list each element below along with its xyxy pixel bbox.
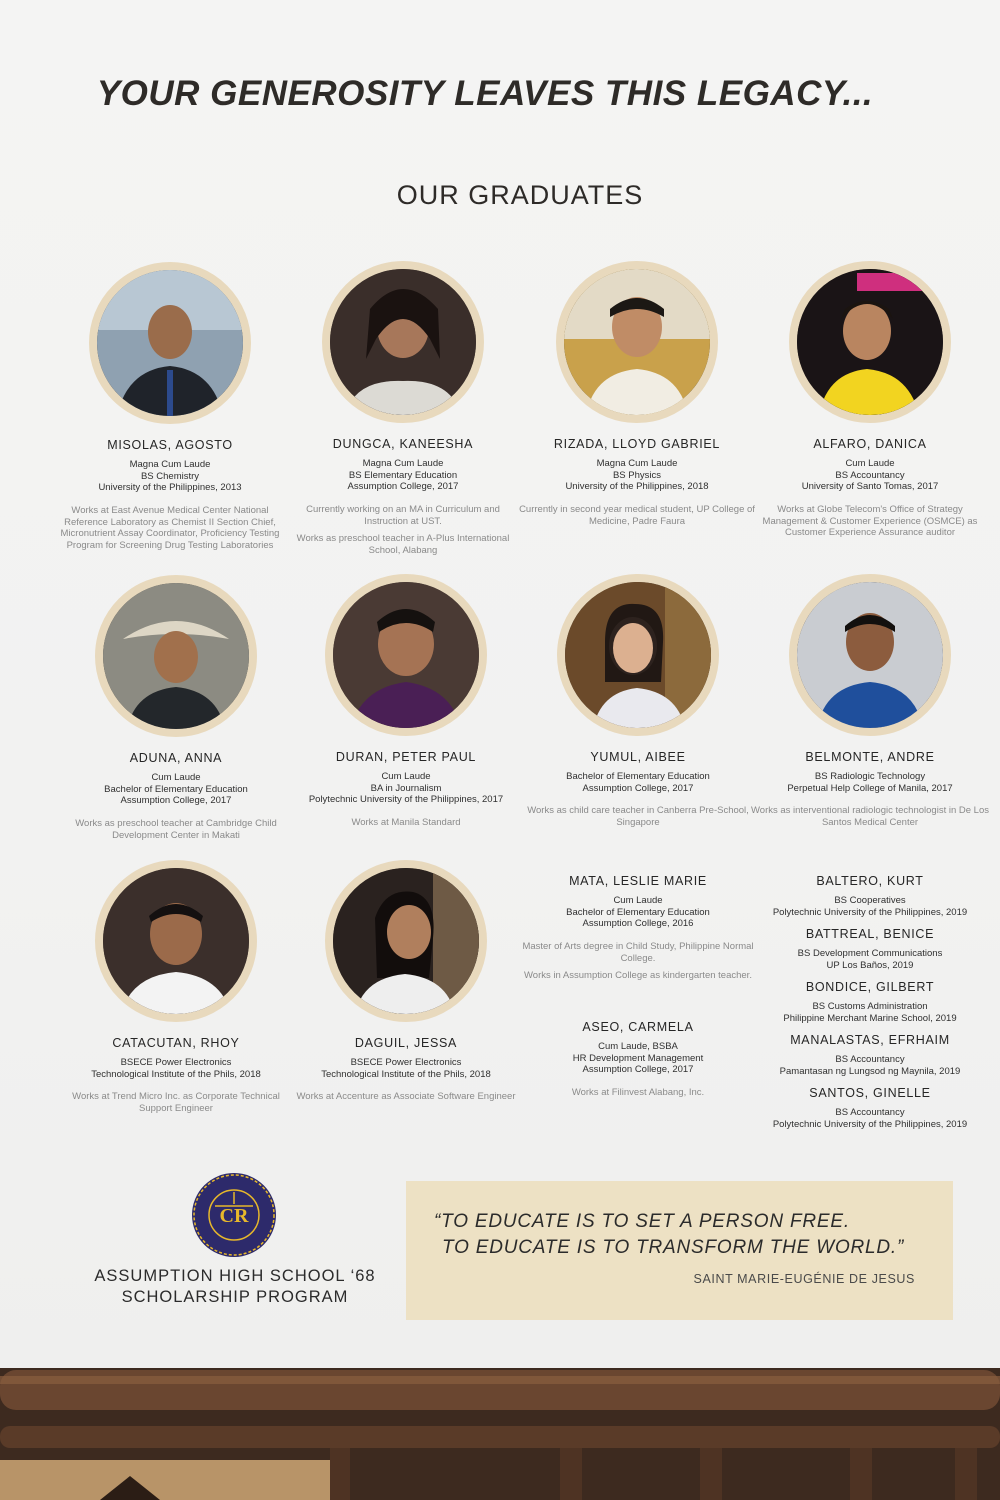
graduate-name: MANALASTAS, EFRHAIM	[790, 1033, 950, 1047]
graduate-degree: BS Elementary Education	[348, 469, 458, 481]
graduate-school: Philippine Merchant Marine School, 2019	[783, 1012, 957, 1024]
graduate-name: ALFARO, DANICA	[813, 437, 927, 451]
graduate-name: BALTERO, KURT	[816, 874, 924, 888]
graduate-honor: Cum Laude	[381, 771, 431, 783]
graduate-photo	[95, 575, 257, 737]
graduate-card	[283, 261, 523, 556]
graduate-school: University of the Philippines, 2013	[98, 482, 242, 494]
graduate-name: DURAN, PETER PAUL	[335, 750, 477, 764]
graduate-degree: Bachelor of Elementary Education	[566, 771, 710, 783]
graduate-school: University of the Philippines, 2018	[565, 481, 709, 493]
graduate-card	[286, 574, 526, 829]
graduate-name: RIZADA, LLOYD GABRIEL	[553, 437, 721, 451]
graduate-work: Currently working on an MA in Curriculum and Instruction at UST.	[306, 503, 500, 527]
graduate-degree: BS Chemistry	[140, 470, 200, 482]
program-title	[70, 1266, 400, 1309]
graduate-degree: BSECE Power Electronics	[350, 1057, 462, 1069]
graduate-card	[745, 980, 995, 1024]
graduate-work: Works at Accenture as Associate Software Engineer	[296, 1091, 516, 1103]
graduate-school: Assumption College, 2017	[582, 1064, 694, 1076]
headline: YOUR GENEROSITY LEAVES THIS LEGACY...	[96, 74, 874, 113]
graduate-work: Master of Arts degree in Child Study, Philippine Normal College.	[522, 940, 754, 964]
graduate-school: Polytechnic University of the Philippines, 2019	[772, 906, 968, 918]
graduate-photo	[556, 261, 718, 423]
graduate-school: Pamantasan ng Lungsod ng Maynila, 2019	[779, 1065, 961, 1077]
graduate-degree: BS Cooperatives	[834, 895, 906, 907]
graduate-degree: BS Customs Administration	[812, 1001, 928, 1013]
graduate-name: YUMUL, AIBEE	[590, 750, 686, 764]
graduate-school: University of Santo Tomas, 2017	[801, 481, 939, 493]
program-title-line1: ASSUMPTION HIGH SCHOOL ‘68	[94, 1267, 376, 1285]
graduate-degree: Bachelor of Elementary Education	[104, 783, 248, 795]
graduate-work: Works at Trend Micro Inc. as Corporate Technical Support Engineer	[72, 1091, 280, 1114]
graduate-work: Works at Filinvest Alabang, Inc.	[571, 1086, 705, 1098]
graduate-school: Perpetual Help College of Manila, 2017	[787, 782, 953, 794]
section-title: OUR GRADUATES	[396, 180, 644, 210]
graduate-photo	[322, 261, 484, 423]
graduate-school: UP Los Baños, 2019	[826, 959, 914, 971]
bamboo-stand	[0, 1368, 1000, 1500]
graduate-card	[517, 261, 757, 527]
graduate-card	[286, 860, 526, 1103]
graduate-honor: Cum Laude	[845, 458, 895, 470]
graduate-name: CATACUTAN, RHOY	[112, 1036, 240, 1050]
graduate-honor: Cum Laude	[613, 895, 663, 907]
graduate-school: Assumption College, 2016	[582, 918, 694, 930]
graduate-name: SANTOS, GINELLE	[809, 1086, 931, 1100]
graduate-card	[518, 874, 758, 982]
graduate-photo	[789, 574, 951, 736]
graduate-work: Works at Manila Standard	[351, 816, 461, 828]
graduate-name: BATTREAL, BENICE	[805, 927, 935, 941]
graduate-school: Assumption College, 2017	[120, 795, 232, 807]
graduate-card	[750, 574, 990, 829]
svg-text:CR: CR	[219, 1205, 249, 1227]
graduate-name: ADUNA, ANNA	[129, 751, 223, 765]
graduate-school: Assumption College, 2017	[582, 782, 694, 794]
graduate-card	[745, 1033, 995, 1077]
graduate-degree: BS Accountancy	[835, 469, 905, 481]
graduate-degree: BA in Journalism	[370, 782, 442, 794]
graduate-photo	[789, 261, 951, 423]
graduate-name: BONDICE, GILBERT	[805, 980, 935, 994]
graduate-card	[745, 874, 995, 918]
graduate-photo	[89, 262, 251, 424]
graduate-degree: BS Radiologic Technology	[814, 771, 926, 783]
graduate-name: ASEO, CARMELA	[582, 1020, 694, 1034]
graduate-degree: Bachelor of Elementary Education	[566, 906, 710, 918]
graduate-photo	[325, 574, 487, 736]
graduate-card	[745, 927, 995, 971]
graduate-degree: HR Development Management	[572, 1052, 704, 1064]
graduate-degree: BS Development Communications	[797, 948, 943, 960]
quote-author: SAINT MARIE-EUGÉNIE DE JESUS	[693, 1272, 915, 1286]
graduate-school: Assumption College, 2017	[347, 481, 459, 493]
graduate-card	[50, 262, 290, 551]
graduate-name: MISOLAS, AGOSTO	[107, 438, 233, 452]
school-seal-logo	[191, 1172, 277, 1258]
graduate-photo	[557, 574, 719, 736]
graduate-card	[518, 574, 758, 829]
graduate-photo	[95, 860, 257, 1022]
graduate-name: MATA, LESLIE MARIE	[569, 874, 707, 888]
graduate-school: Polytechnic University of the Philippines, 2017	[308, 794, 504, 806]
graduate-honor: Magna Cum Laude	[362, 458, 444, 470]
graduate-degree: BS Accountancy	[835, 1054, 905, 1066]
graduate-name: DUNGCA, KANEESHA	[332, 437, 474, 451]
graduate-card	[745, 1086, 995, 1130]
graduate-work: Works at Globe Telecom's Office of Strategy Management & Customer Experience (OSMCE) as Customer Experience Assurance auditor	[762, 503, 978, 539]
graduate-work: Works as preschool teacher at Cambridge Child Development Center in Makati	[75, 817, 277, 841]
graduate-work: Works in Assumption College as kindergarten teacher.	[524, 970, 752, 982]
graduate-card	[750, 261, 990, 539]
graduate-work: Works as child care teacher in Canberra Pre-School, Singapore	[527, 805, 749, 828]
graduate-work: Works at East Avenue Medical Center National Reference Laboratory as Chemist II Section Chief, Micronutrient Assay Coordinator, Proficiency Testing Program for Screening Drug Testing Laboratories	[60, 504, 280, 551]
graduate-work: Works as preschool teacher in A-Plus International School, Alabang	[296, 533, 510, 556]
quote-line: TO EDUCATE IS TO TRANSFORM THE WORLD.”	[442, 1237, 905, 1258]
graduate-work: Works as interventional radiologic technologist in De Los Santos Medical Center	[751, 805, 989, 828]
graduate-name: BELMONTE, ANDRE	[805, 750, 935, 764]
graduate-card	[518, 1020, 758, 1099]
program-title-line2: SCHOLARSHIP PROGRAM	[121, 1288, 349, 1307]
quote-line: “TO EDUCATE IS TO SET A PERSON FREE.	[434, 1211, 850, 1232]
graduate-school: Technological Institute of the Phils, 2018	[321, 1068, 491, 1080]
graduate-degree: BS Accountancy	[835, 1107, 905, 1119]
graduate-degree: BSECE Power Electronics	[120, 1057, 232, 1069]
graduate-work: Currently in second year medical student, UP College of Medicine, Padre Faura	[519, 503, 755, 527]
graduate-school: Technological Institute of the Phils, 2018	[91, 1068, 261, 1080]
graduate-honor: Cum Laude, BSBA	[598, 1041, 678, 1053]
quote-box	[406, 1181, 953, 1320]
graduate-card	[56, 575, 296, 841]
graduate-photo	[325, 860, 487, 1022]
graduate-honor: Magna Cum Laude	[596, 458, 678, 470]
graduate-card	[56, 860, 296, 1115]
graduate-honor: Magna Cum Laude	[129, 459, 211, 471]
graduate-school: Polytechnic University of the Philippines, 2019	[772, 1118, 968, 1130]
graduate-honor: Cum Laude	[151, 772, 201, 784]
graduate-name: DAGUIL, JESSA	[354, 1036, 458, 1050]
graduate-degree: BS Physics	[612, 469, 662, 481]
